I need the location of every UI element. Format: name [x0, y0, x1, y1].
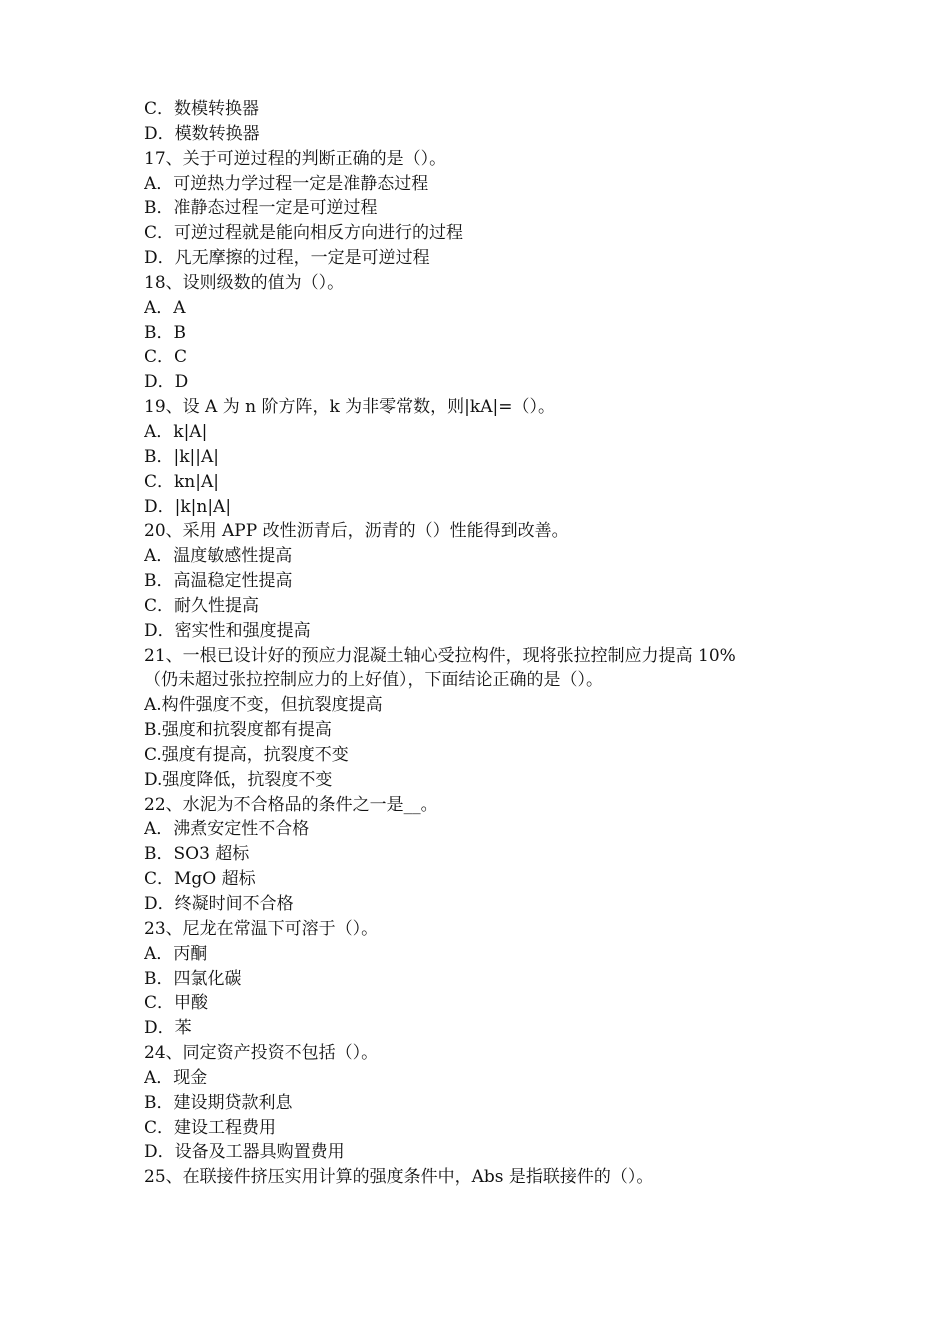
question-21: 21、一根已设计好的预应力混凝土轴心受拉构件，现将张拉控制应力提高 10% — [144, 645, 736, 666]
option-line: B.强度和抗裂度都有提高 — [144, 720, 332, 741]
option-line: A．A — [144, 297, 186, 318]
option-line: A．可逆热力学过程一定是准静态过程 — [144, 173, 429, 194]
question-21-continued: （仍未超过张拉控制应力的上好值），下面结论正确的是（）。 — [144, 670, 603, 691]
option-line: C．耐久性提高 — [144, 595, 260, 616]
question-25: 25、在联接件挤压实用计算的强度条件中，Abs 是指联接件的（）。 — [144, 1167, 654, 1188]
option-line: C．MgO 超标 — [144, 869, 256, 890]
option-line: B．四氯化碳 — [144, 968, 242, 989]
option-line: D．凡无摩擦的过程，一定是可逆过程 — [144, 248, 430, 269]
option-line: A.构件强度不变，但抗裂度提高 — [144, 695, 383, 716]
question-24: 24、同定资产投资不包括（）。 — [144, 1043, 379, 1064]
option-line: D．苯 — [144, 1018, 192, 1039]
option-line: D．设备及工器具购置费用 — [144, 1142, 345, 1163]
option-line: B．|k||A| — [144, 446, 219, 467]
option-line: D．|k|n|A| — [144, 496, 232, 517]
option-line: A．温度敏感性提高 — [144, 546, 293, 567]
option-line: C．建设工程费用 — [144, 1117, 277, 1138]
option-line: A．现金 — [144, 1067, 208, 1088]
question-20: 20、采用 APP 改性沥青后，沥青的（）性能得到改善。 — [144, 521, 569, 542]
option-line: C．kn|A| — [144, 471, 219, 492]
option-line: D．模数转换器 — [144, 123, 260, 144]
option-line: B．准静态过程一定是可逆过程 — [144, 198, 378, 219]
option-line: C．可逆过程就是能向相反方向进行的过程 — [144, 223, 464, 244]
option-line: D.强度降低，抗裂度不变 — [144, 769, 333, 790]
option-line: D．终凝时间不合格 — [144, 894, 294, 914]
document-body — [144, 97, 824, 1190]
option-line: C.强度有提高，抗裂度不变 — [144, 744, 349, 765]
option-line: B．SO3 超标 — [144, 844, 250, 865]
option-line: D．D — [144, 372, 189, 393]
option-line: C．数模转换器 — [144, 99, 260, 119]
question-23: 23、尼龙在常温下可溶于（）。 — [144, 918, 379, 939]
option-line: C．甲酸 — [144, 993, 209, 1014]
option-line: B．建设期贷款利息 — [144, 1092, 293, 1113]
option-line: A．沸煮安定性不合格 — [144, 819, 310, 840]
option-line: A．k|A| — [144, 421, 208, 442]
question-19: 19、设 A 为 n 阶方阵，k 为非零常数，则|kA|=（）。 — [144, 397, 555, 418]
option-line: D．密实性和强度提高 — [144, 620, 311, 641]
question-18: 18、设则级数的值为（）。 — [144, 272, 345, 293]
question-22: 22、水泥为不合格品的条件之一是__。 — [144, 794, 438, 815]
option-line: C．C — [144, 347, 188, 368]
option-line: B．高温稳定性提高 — [144, 571, 293, 592]
question-17: 17、关于可逆过程的判断正确的是（）。 — [144, 148, 447, 169]
option-line: A．丙酮 — [144, 943, 208, 964]
option-line: B．B — [144, 322, 186, 343]
